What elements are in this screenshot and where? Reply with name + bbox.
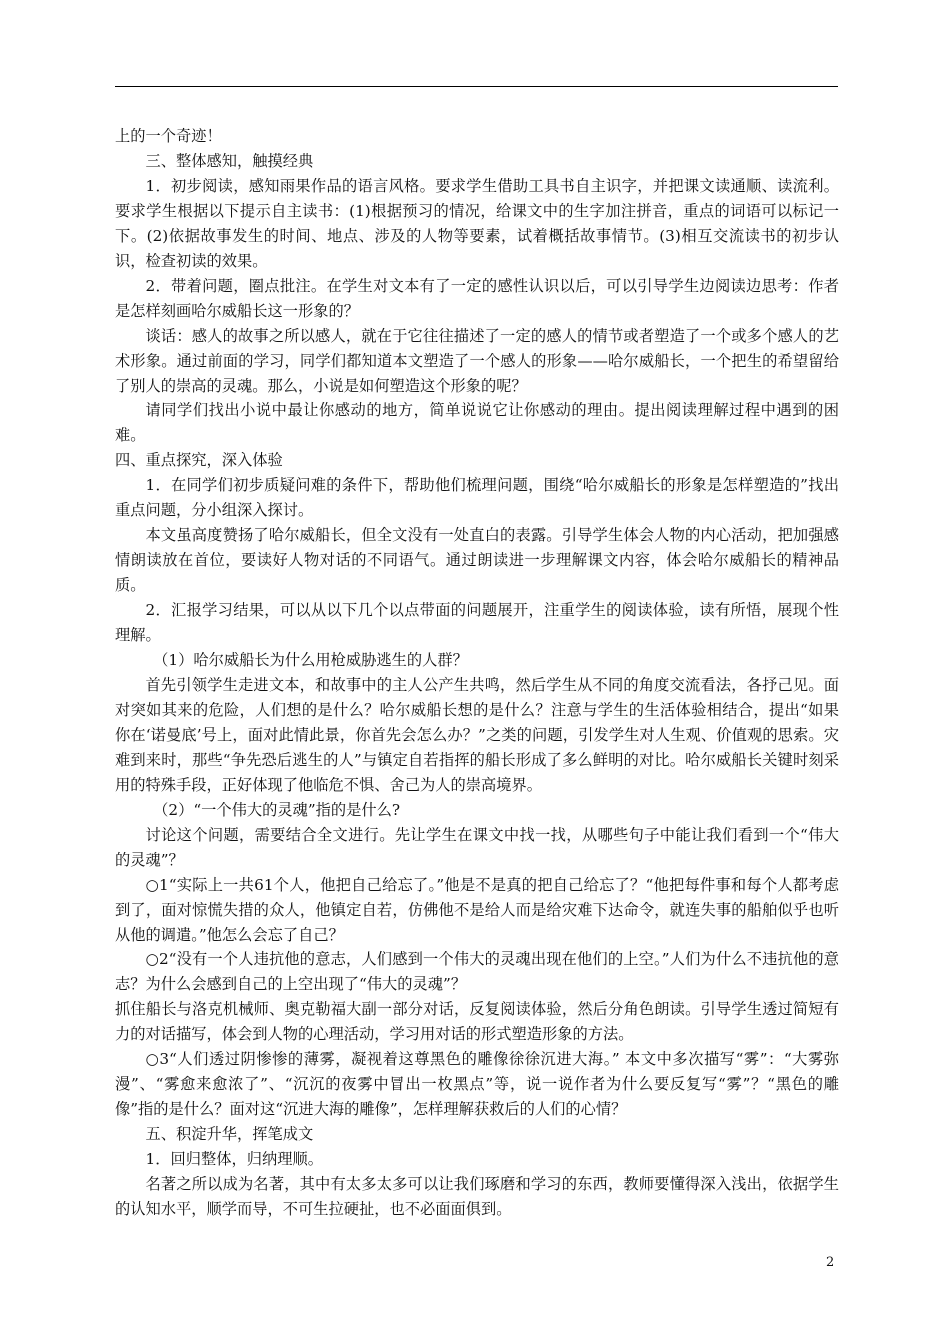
paragraph: ○1“实际上一共61个人，他把自己给忘了。”他是不是真的把自己给忘了？“他把每件事和每个人都考虑到了，面对惊慌失措的众人，他镇定自若，仿佛他不是给人而是给灾难下达命令，就连失事的船舶似乎也听从他的调遣。”他怎么会忘了自己？ — [115, 875, 839, 944]
paragraph: 讨论这个问题，需要结合全文进行。先让学生在课文中找一找，从哪些句子中能让我们看到一个“伟大的灵魂”？ — [115, 825, 839, 869]
header-rule — [115, 86, 838, 87]
section-heading: 四、重点探究，深入体验 — [115, 451, 283, 470]
paragraph: 本文虽高度赞扬了哈尔威船长，但全文没有一处直白的表露。引导学生体会人物的内心活动，把加强感情朗读放在首位，要读好人物对话的不同语气。通过朗读进一步理解课文内容，体会哈尔威船长的精神品质。 — [115, 526, 839, 595]
paragraph: 上的一个奇迹！ — [115, 127, 222, 145]
paragraph: 请同学们找出小说中最让你感动的地方，简单说说它让你感动的理由。提出阅读理解过程中遇到的困难。 — [115, 401, 839, 445]
paragraph: 名著之所以成为名著，其中有太多太多可以让我们琢磨和学习的东西，教师要懂得深入浅出，依据学生的认知水平，顺学而导，不可生拉硬扯，也不必面面俱到。 — [115, 1175, 839, 1218]
paragraph: 1．回归整体，归纳理顺。 — [145, 1150, 323, 1169]
section-heading: 五、积淀升华，挥笔成文 — [145, 1125, 314, 1144]
paragraph: 谈话：感人的故事之所以感人，就在于它往往描述了一定的感人的情节或者塑造了一个或多个感人的艺术形象。通过前面的学习，同学们都知道本文塑造了一个感人的形象——哈尔威船长，一个把生的希望留给了别人的崇高的灵魂。那么，小说是如何塑造这个形象的呢？ — [115, 326, 839, 395]
page-number: 2 — [826, 1255, 835, 1270]
section-heading: 三、整体感知，触摸经典 — [145, 151, 314, 170]
paragraph: 2．汇报学习结果，可以从以下几个以点带面的问题展开，注重学生的阅读体验，读有所悟，展现个性理解。 — [115, 601, 839, 645]
paragraph: 1．在同学们初步质疑问难的条件下，帮助他们梳理问题，围绕“哈尔威船长的形象是怎样塑造的”找出重点问题，分小组深入探讨。 — [115, 476, 839, 520]
question-heading: （1）哈尔威船长为什么用枪威胁逃生的人群？ — [153, 651, 468, 670]
paragraph: 1．初步阅读，感知雨果作品的语言风格。要求学生借助工具书自主识字，并把课文读通顺、读流利。要求学生根据以下提示自主读书：(1)根据预习的情况，给课文中的生字加注拼音，重点的词语可以标记一下。(2)依据故事发生的时间、地点、涉及的人物等要素，试着概括故事情节。(3)相互交流读书的初步认识，检查初读的效果。 — [115, 176, 839, 270]
paragraph: 抓住船长与洛克机械师、奥克勒福大副一部分对话，反复阅读体验，然后分角色朗读。引导学生透过简短有力的对话描写，体会到人物的心理活动，学习用对话的形式塑造形象的方法。 — [115, 1000, 839, 1044]
paragraph: ○3“人们透过阴惨惨的薄雾，凝视着这尊黑色的雕像徐徐沉进大海。” 本文中多次描写“雾”：“大雾弥漫”、“雾愈来愈浓了”、“沉沉的夜雾中冒出一枚黑点”等，说一说作者为什么要反复写“雾”？“黑色的雕像”指的是什么？面对这“沉进大海的雕像”，怎样理解获救后的人们的心情？ — [115, 1050, 839, 1119]
paragraph: 首先引领学生走进文本，和故事中的主人公产生共鸣，然后学生从不同的角度交流看法，各抒己见。面对突如其来的危险，人们想的是什么？哈尔威船长想的是什么？注意与学生的生活体验相结合，提出“如果你在‘诺曼底’号上，面对此情此景，你首先会怎么办？”之类的问题，引发学生对人生观、价值观的思索。灾难到来时，那些“争先恐后逃生的人”与镇定自若指挥的船长形成了多么鲜明的对比。哈尔威船长关键时刻采用的特殊手段，正好体现了他临危不惧、舍己为人的崇高境界。 — [115, 675, 839, 794]
question-heading: （2）“一个伟大的灵魂”指的是什么? — [153, 800, 401, 819]
body-text — [115, 124, 839, 1222]
paragraph: 2．带着问题，圈点批注。在学生对文本有了一定的感性认识以后，可以引导学生边阅读边思考：作者是怎样刻画哈尔威船长这一形象的？ — [115, 276, 839, 320]
paragraph: ○2“没有一个人违抗他的意志，人们感到一个伟大的灵魂出现在他们的上空。”人们为什么不违抗他的意志？为什么会感到自己的上空出现了“伟大的灵魂”？ — [115, 950, 839, 994]
